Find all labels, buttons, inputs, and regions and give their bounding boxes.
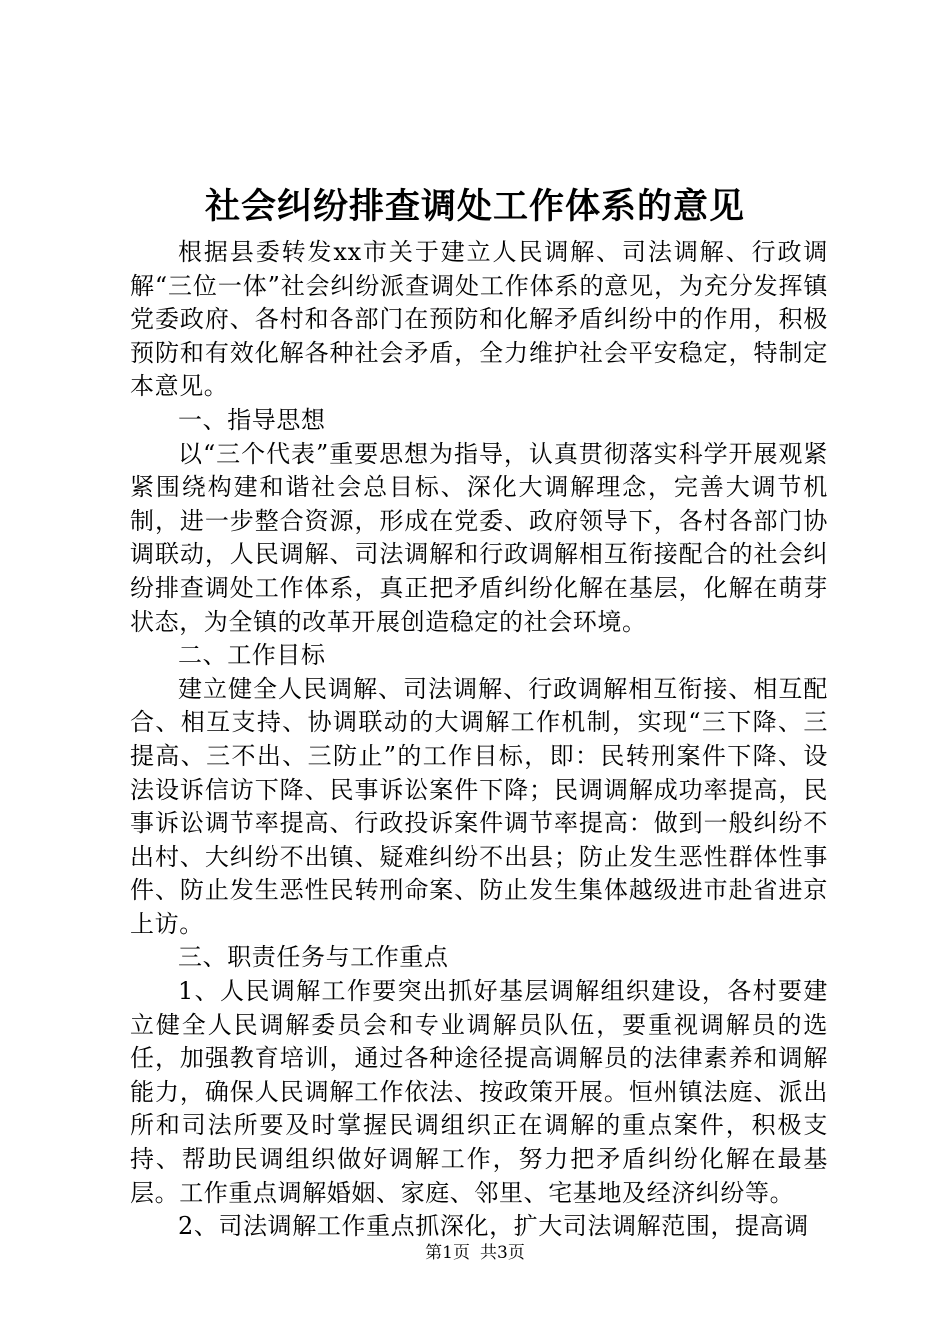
duties-item-2-paragraph: 2、司法调解工作重点抓深化，扩大司法调解范围，提高调	[178, 1212, 809, 1241]
page-number: 第1页	[425, 1243, 470, 1263]
section-heading-work-goals: 二、工作目标	[178, 641, 326, 670]
work-goals-paragraph: 建立健全人民调解、司法调解、行政调解相互衔接、相互配合、相互支持、协调联动的大调解工作机制，实现“三下降、三提高、三不出、三防止”的工作目标，即：民转刑案件下降、设法设诉信访下降、民事诉讼案件下降；民调调解成功率提高，民事诉讼调节率提高、行政投诉案件调节率提高：做到一般纠纷不出村、大纠纷不出镇、疑难纠纷不出县；防止发生恶性群体性事件、防止发生恶性民转刑命案、防止发生集体越级进市赴省进京上访。	[130, 674, 828, 938]
duties-item-1-paragraph: 1、人民调解工作要突出抓好基层调解组织建设，各村要建立健全人民调解委员会和专业调解员队伍，要重视调解员的选任，加强教育培训，通过各种途径提高调解员的法律素养和调解能力，确保人民调解工作依法、按政策开展。恒州镇法庭、派出所和司法所要及时掌握民调组织正在调解的重点案件，积极支持、帮助民调组织做好调解工作，努力把矛盾纠纷化解在最基层。工作重点调解婚姻、家庭、邻里、宅基地及经济纠纷等。	[130, 977, 828, 1207]
intro-paragraph: 根据县委转发xx市关于建立人民调解、司法调解、行政调解“三位一体”社会纠纷派查调处工作体系的意见，为充分发挥镇党委政府、各村和各部门在预防和化解矛盾纠纷中的作用，积极预防和有效化解各种社会矛盾，全力维护社会平安稳定，特制定本意见。	[130, 238, 828, 401]
guiding-ideology-paragraph: 以“三个代表”重要思想为指导，认真贯彻落实科学开展观紧紧围绕构建和谐社会总目标、深化大调解理念，完善大调节机制，进一步整合资源，形成在党委、政府领导下，各村各部门协调联动，人民调解、司法调解和行政调解相互衔接配合的社会纠纷排查调处工作体系，真正把矛盾纠纷化解在基层，化解在萌芽状态，为全镇的改革开展创造稳定的社会环境。	[130, 439, 828, 636]
section-heading-guiding-ideology: 一、指导思想	[178, 405, 326, 434]
page-total: 共3页	[480, 1243, 525, 1263]
section-heading-duties-tasks: 三、职责任务与工作重点	[178, 943, 449, 972]
document-title: 社会纠纷排查调处工作体系的意见	[204, 186, 745, 227]
document-body	[130, 236, 828, 1244]
page-footer	[0, 1241, 950, 1265]
